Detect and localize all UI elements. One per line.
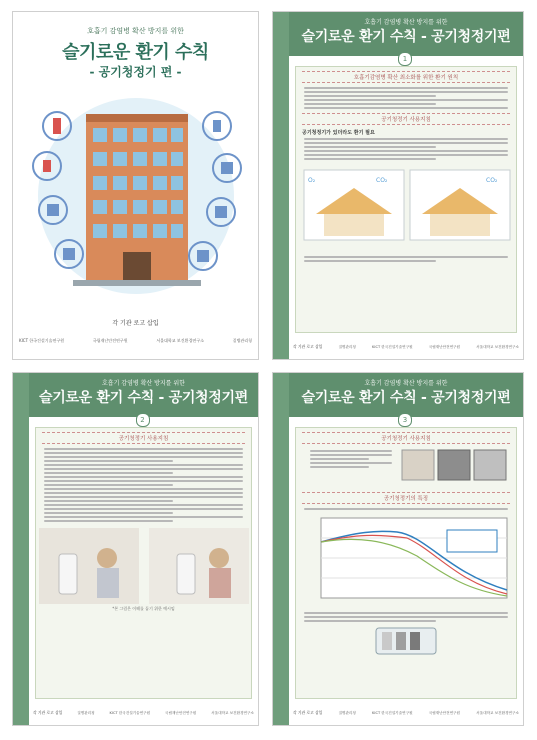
cover-title-2: - 공기청정기 편 - (89, 65, 182, 79)
cover-title: 슬기로운 환기 수칙 (62, 42, 209, 63)
page-header (289, 12, 523, 56)
page-subtitle: 호흡기 감염병 확산 방지를 위한 (102, 380, 185, 387)
footer-label: 각 기관 로고 삽입 (33, 710, 63, 715)
page-2 (12, 372, 259, 726)
page-footer (293, 339, 519, 355)
footer-logo-snu: 서울대학교 보건환경연구소 (476, 344, 519, 349)
section-heading-2: 공기청정기 사용지침 (302, 113, 510, 125)
footer-logo-kict: KICT 한국건설기술연구원 (372, 344, 413, 349)
cover-subtitle: 호흡기 감염병 확산 방지를 위한 (87, 27, 184, 35)
footer-logo-kdca: 질병관리청 (338, 710, 356, 715)
page-header (289, 373, 523, 417)
footer-logo-nidr: 국립재난안전연구원 (164, 710, 197, 715)
svg-text:O₂: O₂ (308, 177, 316, 184)
footer-logo-snu: 서울대학교 보건환경연구소 (211, 710, 254, 715)
footer-logo-kict: KICT 한국건설기술연구원 (109, 710, 151, 715)
svg-text:CO₂: CO₂ (486, 177, 498, 184)
cover-org-placeholder: 각 기관 로고 삽입 (112, 320, 159, 327)
page-number-badge: 2 (136, 413, 150, 427)
cover-logos (19, 338, 252, 344)
filter-images (400, 448, 510, 488)
page-title: 슬기로운 환기 수칙 - 공기청정기편 (39, 390, 248, 406)
cover-page (12, 11, 259, 360)
logo-nidr: 국립재난안전연구원 (92, 338, 128, 343)
footer-label: 각 기관 로고 삽입 (293, 344, 323, 349)
section-heading: 호흡기감염병 확산 최소화를 위한 환기 원칙 (302, 71, 510, 83)
section-heading: 공기청정기 사용지침 (42, 432, 245, 444)
page-header (29, 373, 258, 417)
footer-logo-kdca: 질병관리청 (77, 710, 95, 715)
page-number-badge: 1 (398, 52, 412, 66)
logo-snu: 서울대학교 보건환경연구소 (156, 338, 204, 343)
logo-kict: KICT 한국건설기술연구원 (19, 338, 65, 343)
cover-illustration (13, 88, 259, 308)
subheading: 공기청정기가 있더라도 환기 필요 (302, 130, 375, 136)
purifier-diagram (366, 624, 446, 658)
content-panel (295, 66, 517, 333)
content-panel (295, 427, 517, 699)
svg-text:CO₂: CO₂ (376, 177, 388, 184)
footer-logo-kict: KICT 한국건설기술연구원 (372, 710, 413, 715)
page-3 (272, 372, 524, 726)
footer-logo-nidr: 국립재난안전연구원 (428, 710, 460, 715)
page-footer (33, 705, 254, 721)
side-bar (273, 373, 289, 725)
page-footer (293, 705, 519, 721)
page-number-badge: 3 (398, 413, 412, 427)
decay-chart (297, 512, 515, 610)
content-panel (35, 427, 252, 699)
footer-logo-nidr: 국립재난안전연구원 (428, 344, 460, 349)
section-heading: 공기청정기 사용지침 (302, 432, 510, 444)
section-heading-2: 공기청정기의 특징 (302, 492, 510, 504)
purifier-photos (39, 528, 249, 604)
footer-label: 각 기관 로고 삽입 (293, 710, 323, 715)
page-title: 슬기로운 환기 수칙 - 공기청정기편 (301, 29, 511, 45)
page-subtitle: 호흡기 감염병 확산 방지를 위한 (364, 19, 448, 26)
page-1 (272, 11, 524, 360)
house-illustration (296, 164, 518, 254)
logo-kdca: 질병관리청 (232, 338, 252, 343)
illustration-note: *본 그림은 이해를 돕기 위한 예시임 (112, 606, 175, 611)
footer-logo-snu: 서울대학교 보건환경연구소 (476, 710, 519, 715)
footer-logo-kdca: 질병관리청 (338, 344, 356, 349)
page-subtitle: 호흡기 감염병 확산 방지를 위한 (364, 380, 448, 387)
page-title: 슬기로운 환기 수칙 - 공기청정기편 (301, 390, 511, 406)
side-bar (273, 12, 289, 359)
side-bar (13, 373, 29, 725)
